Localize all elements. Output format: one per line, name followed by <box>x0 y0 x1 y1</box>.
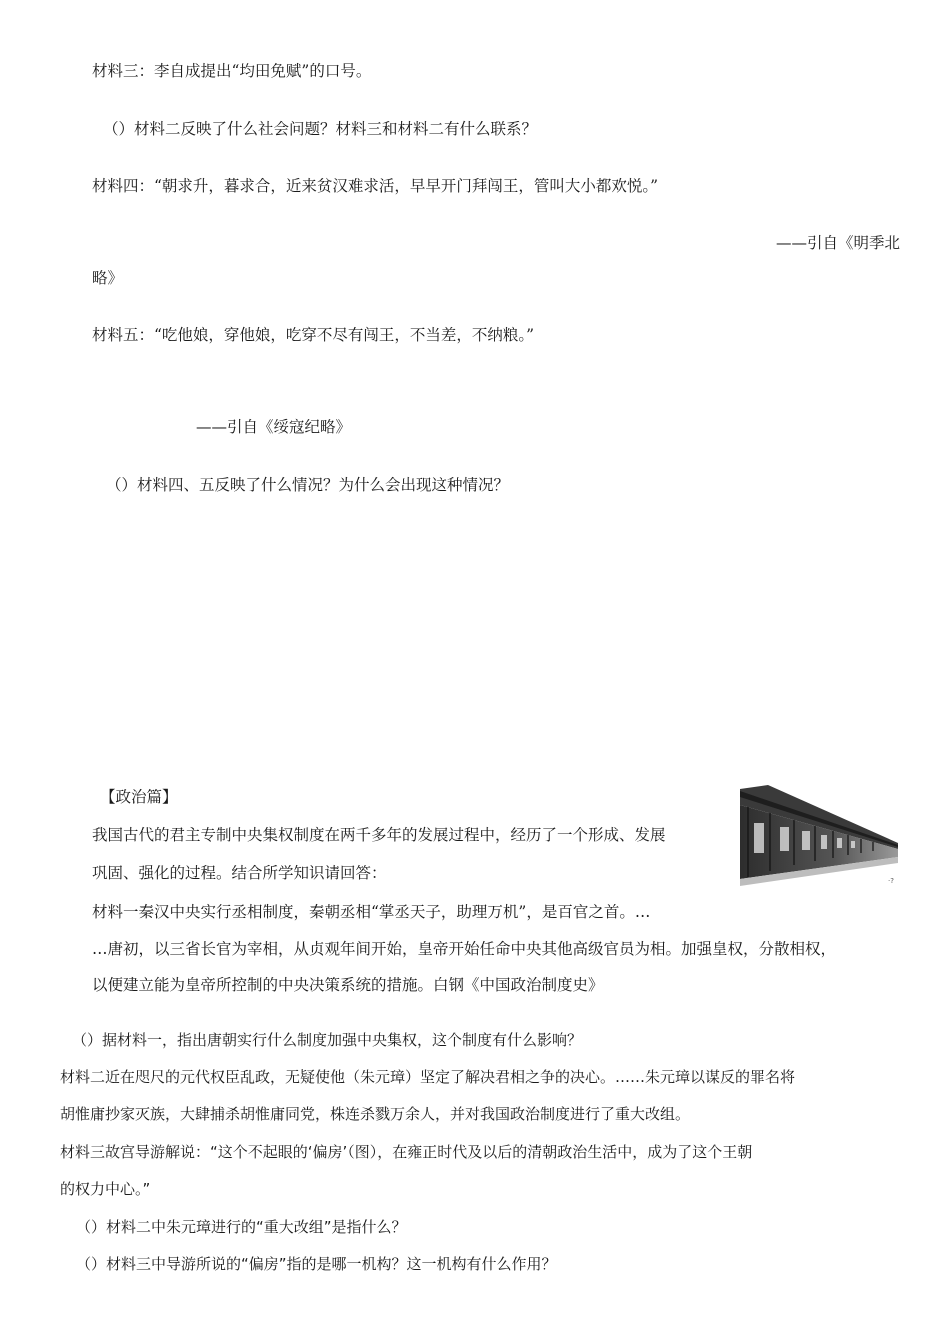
material-5-source: ——引自《绥寇纪略》 <box>196 418 352 436</box>
material-3-line-2: 的权力中心。” <box>60 1180 151 1198</box>
material-4: 材料四：“朝求升，暮求合，近来贫汉难求活，早早开门拜闯王，管叫大小都欢悦。” <box>92 177 659 195</box>
question-3: （）据材料一，指出唐朝实行什么制度加强中央集权，这个制度有什么影响？ <box>72 1031 583 1049</box>
material-1-line-2: …唐初，以三省长官为宰相，从贞观年间开始，皇帝开始任命中央其他高级官员为相。加强皇权，分散相权， <box>92 940 837 958</box>
material-1-line-1: 材料一秦汉中央实行丞相制度，秦朝丞相“掌丞天子，助理万机”，是百官之首。… <box>92 903 651 921</box>
grand-council-building-photo <box>740 783 898 886</box>
question-4: （）材料二中朱元璋进行的“重大改组”是指什么？ <box>76 1218 407 1236</box>
material-2-line-1: 材料二近在咫尺的元代权臣乱政，无疑使他（朱元璋）坚定了解决君相之争的决心。……朱元璋以谋反的罪名将 <box>60 1068 796 1086</box>
material-3: 材料三：李自成提出“均田免赋”的口号。 <box>92 62 372 80</box>
section-heading: 【政治篇】 <box>100 788 178 806</box>
question-1: （）材料二反映了什么社会问题？材料三和材料二有什么联系？ <box>103 120 538 138</box>
material-2-line-2: 胡惟庸抄家灭族，大肆捕杀胡惟庸同党，株连杀戮万余人，并对我国政治制度进行了重大改组。 <box>60 1105 691 1123</box>
question-5: （）材料三中导游所说的“偏房”指的是哪一机构？这一机构有什么作用？ <box>76 1255 557 1273</box>
photo-caption: ·? <box>888 877 894 885</box>
material-1-line-3: 以便建立能为皇帝所控制的中央决策系统的措施。白钢《中国政治制度史》 <box>92 976 604 994</box>
material-4-source-cont: 略》 <box>92 269 124 287</box>
material-5: 材料五：“吃他娘，穿他娘，吃穿不尽有闯王，不当差，不纳粮。” <box>92 326 535 344</box>
material-3-line-1: 材料三故宫导游解说：“这个不起眼的‘偏房’（图），在雍正时代及以后的清朝政治生活中，成为了这个王朝 <box>60 1143 753 1161</box>
material-4-source: ——引自《明季北 <box>775 234 900 252</box>
question-2: （）材料四、五反映了什么情况？为什么会出现这种情况？ <box>106 476 510 494</box>
intro-line-2: 巩固、强化的过程。结合所学知识请回答： <box>92 864 387 882</box>
intro-line-1: 我国古代的君主专制中央集权制度在两千多年的发展过程中，经历了一个形成、发展 <box>92 826 666 844</box>
